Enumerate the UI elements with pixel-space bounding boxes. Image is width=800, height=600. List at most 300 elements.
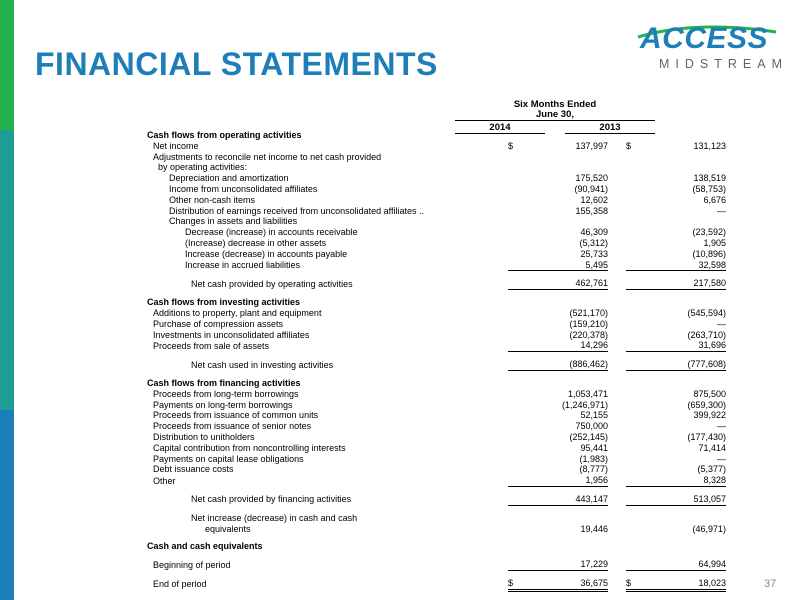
column-gap [608,330,626,341]
currency-symbol-2014 [508,464,518,475]
value-2013: — [717,421,726,432]
currency-symbol-2013 [626,227,636,238]
value-2014: (5,312) [579,237,608,248]
value-2014: 95,441 [580,442,608,453]
value-2013: — [717,453,726,464]
table-row [147,475,726,486]
table-row [147,195,726,206]
column-gap [608,359,626,370]
currency-symbol-2014 [508,173,518,184]
currency-symbol-2013 [626,486,636,494]
currency-symbol-2013 [626,319,636,330]
table-row [147,421,726,432]
row-label [147,308,508,319]
row-label [147,552,508,559]
value-2014 [518,130,608,141]
logo-subtitle: MIDSTREAM [659,57,788,71]
table-row [147,464,726,475]
value-2013: (177,430) [687,431,726,442]
currency-symbol-2014 [508,494,518,505]
row-label [147,410,508,421]
row-label-text: Decrease (increase) in accounts receivable [185,227,358,238]
value-2013: 399,922 [693,410,726,421]
value-2013: (659,300) [687,399,726,410]
value-2013: (5,377) [697,464,726,475]
column-gap [608,559,626,570]
currency-symbol-2013 [626,352,636,360]
currency-symbol-2013 [626,464,636,475]
value-2014: 12,602 [580,194,608,205]
column-gap [608,432,626,443]
sidebar-green-segment [0,0,14,130]
table-row [147,494,726,505]
currency-symbol-2013 [626,173,636,184]
currency-symbol-2014 [508,319,518,330]
table-row [147,330,726,341]
value-2014 [518,513,608,524]
currency-symbol-2014 [508,359,518,370]
currency-symbol-2014 [508,308,518,319]
column-gap [608,352,626,360]
column-gap [608,454,626,465]
table-row [147,400,726,411]
currency-symbol-2014 [508,340,518,351]
currency-symbol-2014 [508,454,518,465]
currency-symbol-2013: $ [626,140,632,151]
value-2014: 17,229 [518,559,608,570]
currency-symbol-2013 [626,184,636,195]
value-2013 [636,541,726,552]
value-2014: (8,777) [579,464,608,475]
row-label-text: Debt issuance costs [153,464,234,475]
slide-title: FINANCIAL STATEMENTS [35,46,438,82]
column-gap [608,238,626,249]
currency-symbol-2014 [508,216,518,227]
value-2014: 750,000 [575,421,608,432]
currency-symbol-2014: $ [508,578,518,590]
value-2013: (545,594) [687,307,726,318]
row-label: Adjustments to reconcile net income to net cash provided [153,151,382,162]
value-2014: 155,358 [575,205,608,216]
value-2014 [518,570,608,578]
currency-symbol-2014 [508,249,518,260]
currency-symbol-2014 [508,352,518,360]
table-row [147,184,726,195]
currency-symbol-2014 [508,513,518,524]
value-2014: (1,246,971) [561,399,608,410]
column-gap [608,475,626,486]
table-row [147,216,726,227]
currency-symbol-2013 [626,340,636,351]
row-label-text: Beginning of period [153,559,231,570]
value-2013: 875,500 [693,388,726,399]
row-label [147,524,508,535]
row-label: Net increase (decrease) in cash and cash [191,512,358,523]
currency-symbol-2014 [508,475,518,486]
currency-symbol-2013 [626,162,636,173]
column-gap [608,216,626,227]
column-gap [608,513,626,524]
row-label [147,494,508,505]
row-label: Other [153,475,176,486]
table-row [147,410,726,421]
column-gap [608,389,626,400]
table-row [147,308,726,319]
currency-symbol-2014 [508,389,518,400]
currency-symbol-2014 [508,421,518,432]
table-row [147,578,726,590]
currency-symbol-2013 [626,249,636,260]
column-gap [608,173,626,184]
column-gap [608,410,626,421]
value-2014: 36,675 [518,578,608,590]
currency-symbol-2013 [626,400,636,411]
spacer-row [147,271,726,279]
row-label [147,195,508,206]
row-label: Changes in assets and liabilities [169,216,298,227]
row-label [147,454,508,465]
period-header-rule [455,120,655,121]
period-header-line2: June 30, [535,109,575,120]
row-label [147,184,508,195]
row-label [147,570,508,578]
row-label [147,534,508,541]
currency-symbol-2013 [626,570,636,578]
column-gap [608,308,626,319]
currency-symbol-2014 [508,486,518,494]
table-row [147,559,726,570]
column-gap [608,152,626,163]
currency-symbol-2013 [626,152,636,163]
table-row [147,206,726,217]
column-gap [608,319,626,330]
value-2014: (521,170) [569,307,608,318]
column-gap [608,340,626,351]
value-2013 [636,297,726,308]
row-label: Cash and cash equivalents [147,541,263,552]
column-gap [608,278,626,289]
row-label-text: Depreciation and amortization [169,173,289,184]
value-2014 [518,534,608,541]
currency-symbol-2013 [626,505,636,513]
row-label-text: Proceeds from sale of assets [153,340,270,351]
value-2014: 5,495 [518,260,608,271]
value-2013: (10,896) [692,248,726,259]
row-label-text: Proceeds from long-term borrowings [153,388,299,399]
currency-symbol-2013 [626,271,636,279]
row-label-text: Net income [153,140,199,151]
spacer-row [147,505,726,513]
currency-symbol-2014 [508,206,518,217]
currency-symbol-2013 [626,238,636,249]
column-gap [608,464,626,475]
cash-flow-table [147,130,726,592]
currency-symbol-2013 [626,290,636,298]
column-gap [608,552,626,559]
table-row [147,249,726,260]
currency-symbol-2013 [626,359,636,370]
row-label [147,290,508,298]
currency-symbol-2013 [626,421,636,432]
row-label [147,578,508,590]
table-row [147,278,726,289]
row-label-text: Payments on capital lease obligations [153,453,304,464]
row-label [147,359,508,370]
logo-wordmark: ACCESS [640,22,769,55]
row-label [147,260,508,271]
table-row [147,524,726,535]
value-2014 [518,297,608,308]
value-2014 [518,541,608,552]
currency-symbol-2014 [508,290,518,298]
value-2014: 1,956 [518,475,608,486]
currency-symbol-2013 [626,297,636,308]
section-header-row [147,541,726,552]
value-2014 [518,486,608,494]
column-gap [608,534,626,541]
currency-symbol-2014 [508,570,518,578]
currency-symbol-2013 [626,206,636,217]
value-2013: 8,328 [636,475,726,486]
column-gap [608,400,626,411]
currency-symbol-2013 [626,475,636,486]
currency-symbol-2014 [508,552,518,559]
value-2013 [636,552,726,559]
spacer-row [147,370,726,378]
row-label [147,400,508,411]
value-2014: (252,145) [569,431,608,442]
value-2013 [636,152,726,163]
currency-symbol-2014: $ [508,140,514,151]
value-2013 [636,486,726,494]
value-2013: (23,592) [692,227,726,238]
value-2014: 175,520 [575,173,608,184]
access-midstream-logo [626,20,786,80]
value-2013 [636,505,726,513]
column-gap [608,578,626,590]
sidebar-teal-segment [0,130,14,410]
value-2013 [636,352,726,360]
currency-symbol-2014 [508,378,518,389]
row-label-text: Net cash used in investing activities [191,359,334,370]
currency-symbol-2013 [626,541,636,552]
currency-symbol-2014 [508,162,518,173]
column-gap [608,162,626,173]
section-header-row [147,297,726,308]
value-2013: 513,057 [636,494,726,505]
row-label [147,141,508,152]
row-label-text: Distribution to unitholders [153,431,255,442]
row-label [147,559,508,570]
column-gap [608,297,626,308]
currency-symbol-2013 [626,389,636,400]
value-2013: 32,598 [636,260,726,271]
column-gap [608,141,626,152]
value-2013: 217,580 [636,278,726,289]
value-2013: 31,696 [636,340,726,351]
value-2014: 1,053,471 [567,388,608,399]
value-2014: (90,941) [574,183,608,194]
value-2013 [636,162,726,173]
spacer-row [147,290,726,298]
currency-symbol-2013 [626,552,636,559]
value-2014: 19,446 [580,523,608,534]
value-2013 [636,370,726,378]
row-label [147,464,508,475]
column-gap [608,443,626,454]
currency-symbol-2014 [508,443,518,454]
currency-symbol-2014 [508,130,518,141]
row-label-text: Purchase of compression assets [153,318,284,329]
value-2013: (777,608) [636,359,726,370]
row-label-text: Proceeds from issuance of senior notes [153,421,312,432]
table-row [147,454,726,465]
column-gap [608,130,626,141]
page-number: 37 [764,578,777,590]
period-header-line1: Six Months Ended [513,99,597,110]
currency-symbol-2014 [508,370,518,378]
currency-symbol-2014 [508,238,518,249]
currency-symbol-2014 [508,534,518,541]
column-gap [608,206,626,217]
row-label [147,173,508,184]
value-2014 [518,352,608,360]
column-header-2014: 2014 [489,122,511,133]
value-2013 [636,130,726,141]
row-label [147,432,508,443]
row-label: Cash flows from financing activities [147,377,301,388]
column-gap [608,290,626,298]
value-2014 [518,152,608,163]
column-gap [608,184,626,195]
row-label: Cash flows from operating activities [147,130,302,140]
row-label: Cash flows from investing activities [147,297,301,308]
row-label-text: (Increase) decrease in other assets [185,237,327,248]
currency-symbol-2014 [508,541,518,552]
value-2014: (886,462) [518,359,608,370]
table-row [147,359,726,370]
currency-symbol-2013 [626,524,636,535]
column-gap [608,227,626,238]
row-label [147,238,508,249]
currency-symbol-2014 [508,400,518,411]
currency-symbol-2014 [508,410,518,421]
column-gap [608,195,626,206]
row-label-text: equivalents [205,523,251,534]
currency-symbol-2013 [626,513,636,524]
table-row [147,513,726,524]
value-2013: (263,710) [687,329,726,340]
row-label-text: Investments in unconsolidated affiliates [153,329,310,340]
column-gap [608,421,626,432]
table-row [147,260,726,271]
value-2013: 1,905 [703,237,726,248]
spacer-row [147,352,726,360]
table-row [147,340,726,351]
value-2014: (159,210) [569,318,608,329]
currency-symbol-2014 [508,505,518,513]
value-2014 [518,552,608,559]
column-gap [608,505,626,513]
value-2014: (220,378) [569,329,608,340]
row-label-text: Additions to property, plant and equipment [153,307,322,318]
value-2013: (46,971) [692,523,726,534]
table-row [147,173,726,184]
currency-symbol-2013 [626,559,636,570]
currency-symbol-2013 [626,308,636,319]
spacer-row [147,570,726,578]
row-label-text: Net cash provided by financing activities [191,494,352,505]
value-2014: 137,997 [575,140,608,151]
value-2013: 71,414 [698,442,726,453]
currency-symbol-2013: $ [626,578,636,590]
sidebar-blue-segment [0,410,14,600]
currency-symbol-2013 [626,260,636,271]
spacer-row [147,552,726,559]
table-row [147,443,726,454]
currency-symbol-2014 [508,184,518,195]
value-2014: 443,147 [518,494,608,505]
value-2013 [636,513,726,524]
value-2014 [518,162,608,173]
row-label [147,319,508,330]
value-2014 [518,290,608,298]
spacer-row [147,486,726,494]
currency-symbol-2013 [626,443,636,454]
currency-symbol-2013 [626,216,636,227]
value-2014 [518,378,608,389]
column-gap [608,486,626,494]
currency-symbol-2014 [508,278,518,289]
currency-symbol-2013 [626,534,636,541]
value-2013 [636,534,726,541]
currency-symbol-2014 [508,271,518,279]
currency-symbol-2013 [626,130,636,141]
section-header-row [147,378,726,389]
row-label [147,271,508,279]
spacer-row [147,534,726,541]
currency-symbol-2014 [508,330,518,341]
table-row [147,162,726,173]
row-label-text: Net cash provided by operating activities [191,278,353,289]
currency-symbol-2013 [626,494,636,505]
column-gap [608,249,626,260]
row-label: by operating activities: [158,162,248,173]
table-row [147,319,726,330]
row-label-text: Capital contribution from noncontrolling interests [153,442,346,453]
row-label [147,505,508,513]
column-gap [608,260,626,271]
row-label [147,340,508,351]
currency-symbol-2014 [508,297,518,308]
value-2013: 64,994 [636,559,726,570]
value-2014: 14,296 [518,340,608,351]
value-2013 [636,290,726,298]
row-label [147,421,508,432]
row-label-text: Other non-cash items [169,194,256,205]
column-gap [608,524,626,535]
value-2013: 6,676 [703,194,726,205]
value-2014 [518,216,608,227]
row-label-text: Payments on long-term borrowings [153,399,293,410]
row-label [147,370,508,378]
value-2013 [636,378,726,389]
currency-symbol-2013 [626,378,636,389]
value-2013 [636,271,726,279]
value-2014: (1,983) [579,453,608,464]
section-header-row [147,130,726,141]
table-row [147,227,726,238]
